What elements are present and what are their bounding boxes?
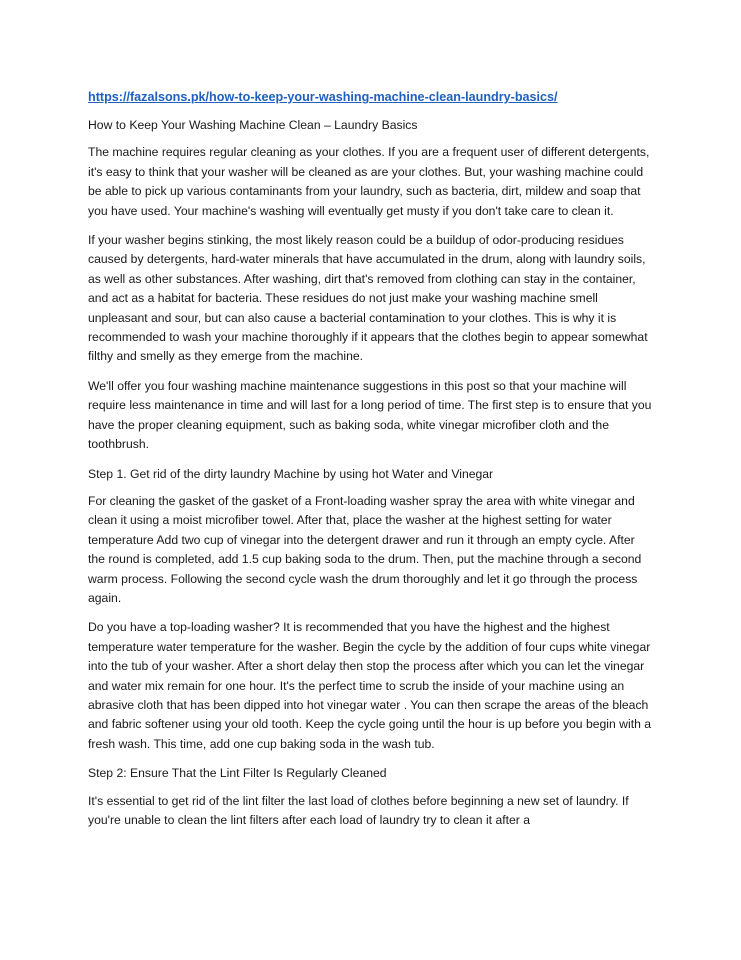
step2-paragraph-1: It's essential to get rid of the lint filter the last load of clothes before beginning a new set of laundry. If you're unable to clean the lint filters after each load of laundry try to clean it after a [88, 793, 629, 827]
document-page [88, 88, 654, 840]
source-url-link[interactable]: https://fazalsons.pk/how-to-keep-your-washing-machine-clean-laundry-basics/ [88, 90, 558, 104]
step1-paragraph-2: Do you have a top-loading washer? It is recommended that you have the highest and the highest temperature water temperature for the washer. Begin the cycle by the addition of four cups white vinegar into the tub of your washer. After a short delay then stop the process after which you can let the vinegar and water mix remain for one hour. It's the perfect time to scrub the inside of your machine using an abrasive cloth that has been dipped into hot vinegar water . You can then scrape the areas of the bleach and fabric softener using your old tooth. Keep the cycle going until the hour is up before you begin with a fresh wash. This time, add one cup baking soda in the wash tub. [88, 620, 652, 751]
document-title: How to Keep Your Washing Machine Clean – Laundry Basics [88, 118, 418, 132]
intro-paragraph-2: If your washer begins stinking, the most likely reason could be a buildup of odor-producing residues caused by detergents, hard-water minerals that have accumulated in the drum, along with laundry soils, as well as other substances. After washing, dirt that's removed from clothing can stay in the container, and act as a habitat for bacteria. These residues do not just make your washing machine smell unpleasant and sour, but can also cause a bacterial contamination to your clothes. This is why it is recommended to wash your machine thoroughly if it appears that the clothes begin to appear somewhat filthy and smelly as they emerge from the machine. [88, 233, 648, 364]
step2-heading: Step 2: Ensure That the Lint Filter Is Regularly Cleaned [88, 766, 387, 781]
intro-paragraph-1: The machine requires regular cleaning as your clothes. If you are a frequent user of different detergents, it's easy to think that your washer will be cleaned as are your clothes. But, your washing machine could be able to pick up various contaminants from your laundry, such as bacteria, dirt, mildew and soap that you have used. Your machine's washing will eventually get musty if you don't take care to clean it. [88, 145, 650, 218]
step1-paragraph-1: For cleaning the gasket of the gasket of a Front-loading washer spray the area with white vinegar and clean it using a moist microfiber towel. After that, place the washer at the highest setting for water temperature Add two cup of vinegar into the detergent drawer and run it through an empty cycle. After the round is completed, add 1.5 cup baking soda to the drum. Then, put the machine through a second warm process. Following the second cycle wash the drum thoroughly and let it go through the process again. [88, 493, 642, 605]
step1-heading: Step 1. Get rid of the dirty laundry Machine by using hot Water and Vinegar [88, 466, 494, 481]
intro-paragraph-3: We'll offer you four washing machine maintenance suggestions in this post so that your machine will require less maintenance in time and will last for a long period of time. The first step is to ensure that you have the proper cleaning equipment, such as baking soda, white vinegar microfiber cloth and the toothbrush. [88, 378, 652, 452]
